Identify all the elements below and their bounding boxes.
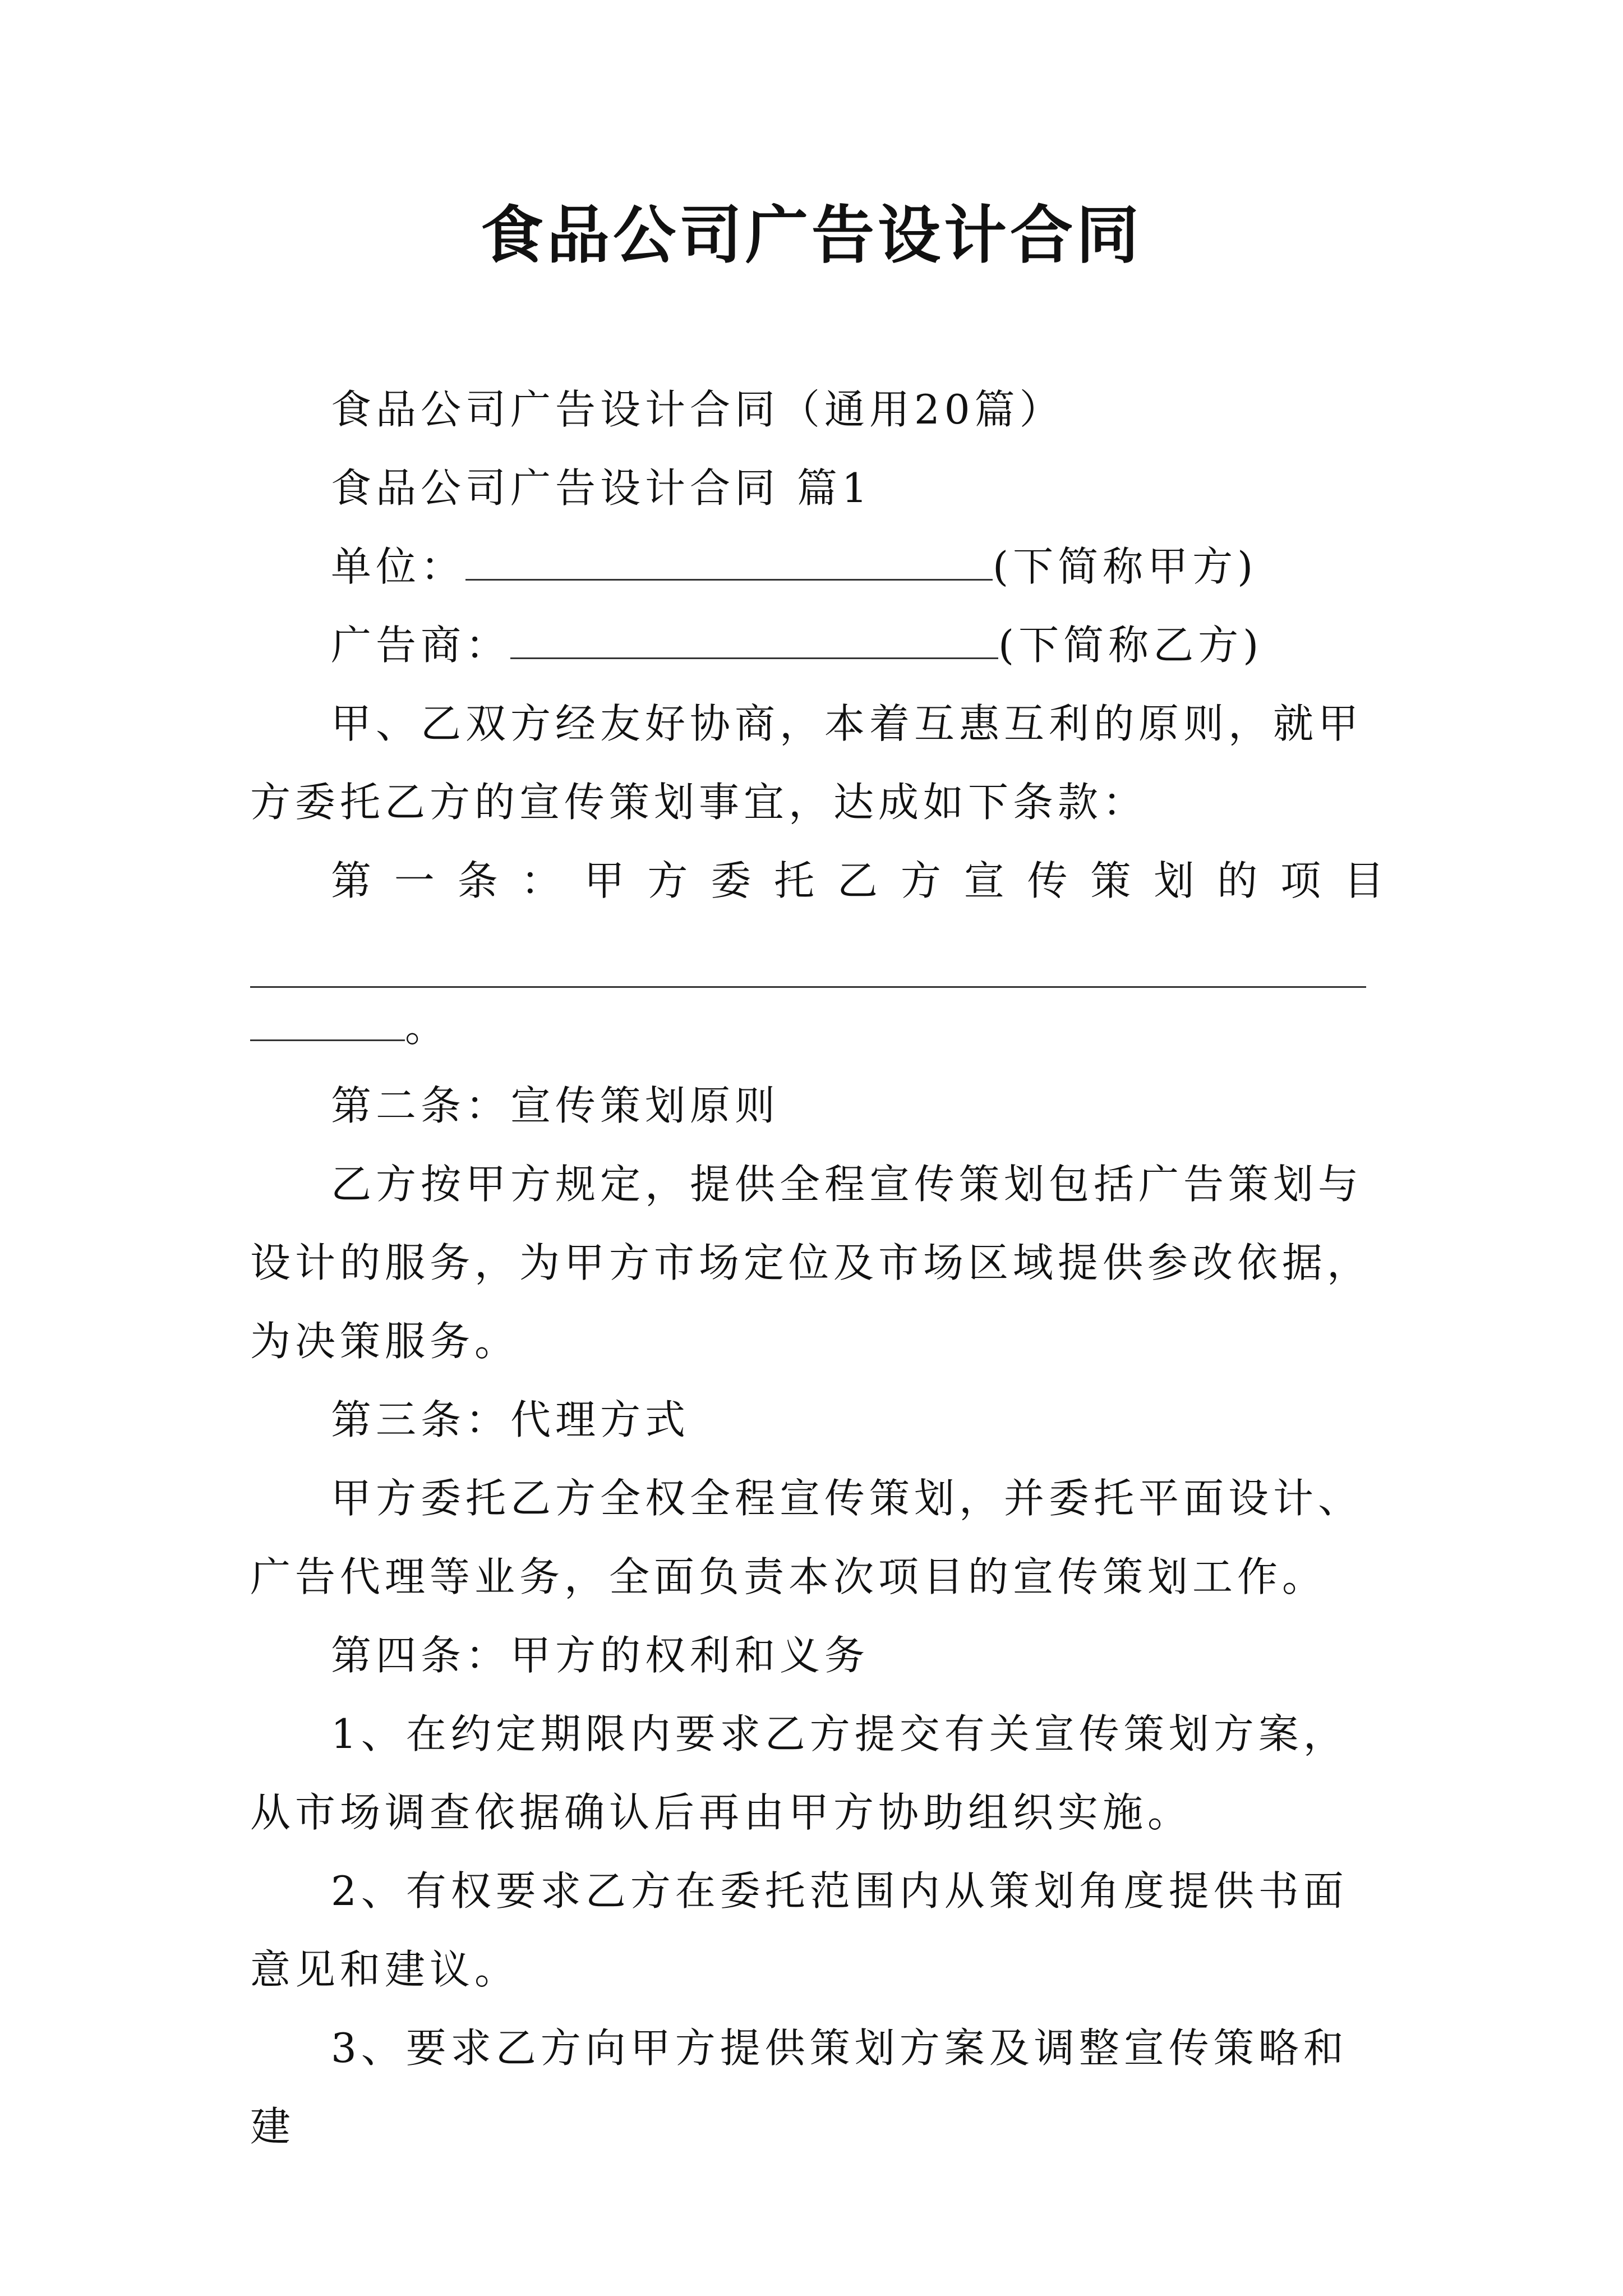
party-a-line <box>250 527 1389 606</box>
document-title: 食品公司广告设计合同 <box>481 199 1142 272</box>
article-3-heading: 第三条：代理方式 <box>331 1396 690 1443</box>
article-4-item-1: 1、在约定期限内要求乙方提交有关宣传策划方案，从市场调查依据确认后再由甲方协助组织实施。 <box>250 1710 1348 1836</box>
article-4-item-3: 3、要求乙方向甲方提供策划方案及调整宣传策略和建 <box>250 2024 1348 2150</box>
article-3-body: 甲方委托乙方全权全程宣传策划，并委托平面设计、广告代理等业务，全面负责本次项目的宣传策划工作。 <box>250 1475 1363 1600</box>
party-b-label: 广告商： <box>331 622 511 669</box>
intro-paragraph: 甲、乙双方经友好协商，本着互惠互利的原则，就甲方委托乙方的宣传策划事宜，达成如下条款： <box>250 700 1363 826</box>
party-a-blank <box>465 539 993 581</box>
article-1-end-punct: 。 <box>405 1004 450 1051</box>
party-b-suffix: (下简称乙方) <box>998 622 1264 669</box>
section-heading: 食品公司广告设计合同 篇1 <box>331 464 872 512</box>
article-4-item-2: 2、有权要求乙方在委托范围内从策划角度提供书面意见和建议。 <box>250 1867 1348 1993</box>
party-a-suffix: (下简称甲方) <box>993 543 1258 590</box>
article-1-text: 第一条：甲方委托乙方宣传策划的项目 <box>331 857 1389 904</box>
party-b-blank <box>510 617 998 659</box>
document-subtitle: 食品公司广告设计合同（通用20篇） <box>331 386 1064 433</box>
article-1-end-line <box>250 988 1389 1066</box>
article-1-blank-short <box>250 999 405 1041</box>
article-1-blank-line <box>250 946 1366 988</box>
document-body <box>250 370 1389 2166</box>
article-2-heading: 第二条：宣传策划原则 <box>331 1082 780 1129</box>
article-4-heading: 第四条：甲方的权利和义务 <box>331 1632 870 1679</box>
article-2-body: 乙方按甲方规定，提供全程宣传策划包括广告策划与设计的服务，为甲方市场定位及市场区域提供参改依据，为决策服务。 <box>250 1161 1372 1365</box>
party-a-label: 单位： <box>331 543 466 590</box>
party-b-line <box>250 606 1389 684</box>
